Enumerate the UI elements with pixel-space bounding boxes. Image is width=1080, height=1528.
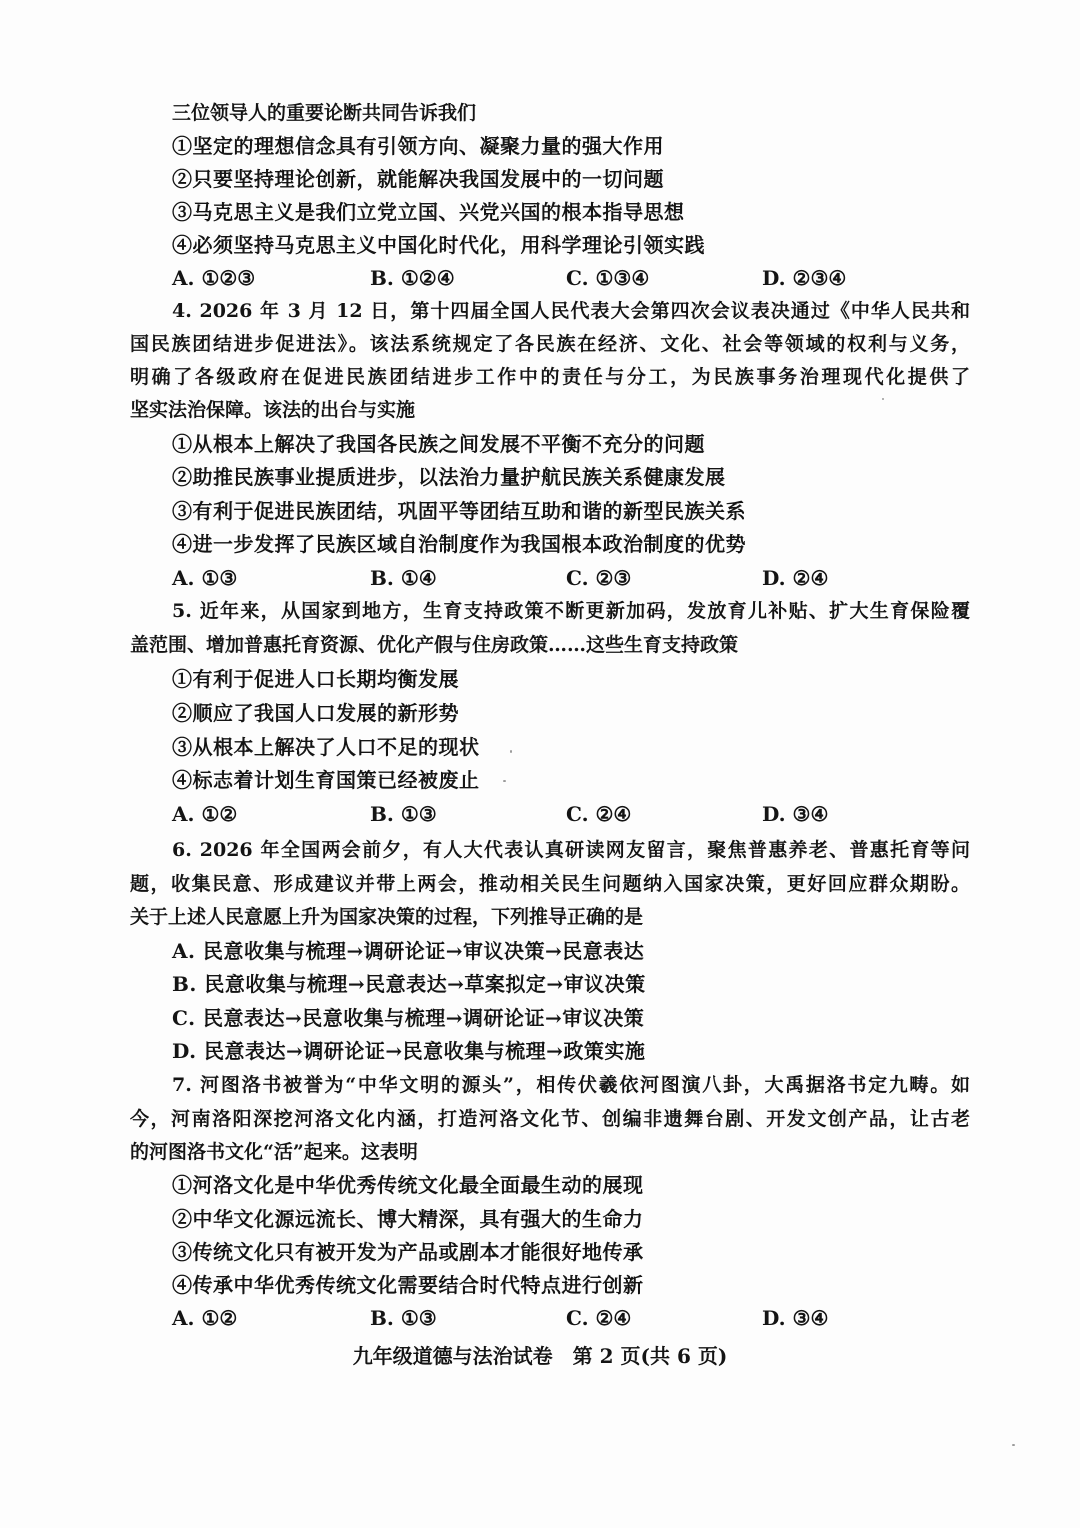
question-6-stem: 关于上述人民意愿上升为国家决策的过程，下列推导正确的是 (130, 906, 644, 928)
page-footer: 九年级道德与法治试卷 第 2 页(共 6 页) (352, 1344, 728, 1368)
answer-option-b: B. ①③ (370, 802, 437, 826)
answer-option-a: A. ①②③ (172, 266, 256, 290)
answer-choice-d: D. 民意表达→调研论证→民意收集与梳理→政策实施 (172, 1039, 646, 1063)
question-6-stem: 6. 2026 年全国两会前夕，有人大代表认真研读网友留言，聚焦普惠养老、普惠托育等问 (172, 839, 970, 861)
choice-statement: ④进一步发挥了民族区域自治制度作为我国根本政治制度的优势 (172, 532, 746, 556)
choice-statement: ①坚定的理想信念具有引领方向、凝聚力量的强大作用 (172, 134, 664, 158)
choice-statement: ②顺应了我国人口发展的新形势 (172, 701, 459, 725)
choice-statement: ④传承中华优秀传统文化需要结合时代特点进行创新 (172, 1273, 644, 1297)
question-4-stem: 国民族团结进步促进法》。该法系统规定了各民族在经济、文化、社会等领域的权利与义务， (130, 333, 970, 355)
answer-option-b: B. ①③ (370, 1306, 437, 1330)
scan-speck (503, 780, 506, 782)
question-7-stem: 的河图洛书文化“活”起来。这表明 (130, 1141, 418, 1163)
answer-option-d: D. ③④ (762, 802, 829, 826)
answer-option-a: A. ①② (172, 802, 238, 826)
answer-option-a: A. ①② (172, 1306, 238, 1330)
question-4-stem: 明确了各级政府在促进民族团结进步工作中的责任与分工，为民族事务治理现代化提供了 (130, 366, 970, 388)
answer-option-c: C. ②④ (566, 802, 632, 826)
answer-choice-a: A. 民意收集与梳理→调研论证→审议决策→民意表达 (172, 939, 645, 963)
answer-option-b: B. ①②④ (370, 266, 455, 290)
question-6-stem: 题，收集民意、形成建议并带上两会，推动相关民生问题纳入国家决策，更好回应群众期盼。 (130, 873, 970, 895)
question-7-stem: 今，河南洛阳深挖河洛文化内涵，打造河洛文化节、创编非遗舞台剧、开发文创产品，让古老 (130, 1108, 970, 1130)
choice-statement: ③传统文化只有被开发为产品或剧本才能很好地传承 (172, 1240, 644, 1264)
answer-option-d: D. ②③④ (762, 266, 847, 290)
question-5-stem: 盖范围、增加普惠托育资源、优化产假与住房政策……这些生育支持政策 (130, 634, 739, 656)
scan-speck (882, 398, 884, 400)
question-4-stem: 4. 2026 年 3 月 12 日，第十四届全国人民代表大会第四次会议表决通过《中华人民共和 (172, 300, 970, 322)
choice-statement: ③从根本上解决了人口不足的现状 (172, 735, 480, 759)
question-5-stem: 5. 近年来，从国家到地方，生育支持政策不断更新加码，发放育儿补贴、扩大生育保险覆 (172, 600, 970, 622)
scan-speck (510, 750, 512, 753)
scan-speck (1012, 1444, 1015, 1446)
choice-statement: ④标志着计划生育国策已经被废止 (172, 768, 480, 792)
question-7-stem: 7. 河图洛书被誉为“中华文明的源头”，相传伏羲依河图演八卦，大禹据洛书定九畴。如 (172, 1074, 970, 1096)
answer-option-c: C. ②③ (566, 566, 632, 590)
choice-statement: ④必须坚持马克思主义中国化时代化，用科学理论引领实践 (172, 233, 705, 257)
answer-choice-b: B. 民意收集与梳理→民意表达→草案拟定→审议决策 (172, 972, 646, 996)
choice-statement: ②只要坚持理论创新，就能解决我国发展中的一切问题 (172, 167, 664, 191)
answer-option-c: C. ②④ (566, 1306, 632, 1330)
choice-statement: ②助推民族事业提质进步，以法治力量护航民族关系健康发展 (172, 465, 726, 489)
answer-option-d: D. ②④ (762, 566, 829, 590)
answer-option-a: A. ①③ (172, 566, 238, 590)
question-4-stem: 坚实法治保障。该法的出台与实施 (130, 399, 416, 421)
answer-option-c: C. ①③④ (566, 266, 650, 290)
choice-statement: ②中华文化源远流长、博大精深，具有强大的生命力 (172, 1207, 644, 1231)
answer-choice-c: C. 民意表达→民意收集与梳理→调研论证→审议决策 (172, 1006, 645, 1030)
choice-statement: ①有利于促进人口长期均衡发展 (172, 667, 459, 691)
answer-option-b: B. ①④ (370, 566, 437, 590)
choice-statement: ①从根本上解决了我国各民族之间发展不平衡不充分的问题 (172, 432, 705, 456)
choice-statement: ③有利于促进民族团结，巩固平等团结互助和谐的新型民族关系 (172, 499, 746, 523)
choice-statement: ③马克思主义是我们立党立国、兴党兴国的根本指导思想 (172, 200, 685, 224)
question-stem: 三位领导人的重要论断共同告诉我们 (172, 102, 477, 124)
choice-statement: ①河洛文化是中华优秀传统文化最全面最生动的展现 (172, 1173, 644, 1197)
answer-option-d: D. ③④ (762, 1306, 829, 1330)
